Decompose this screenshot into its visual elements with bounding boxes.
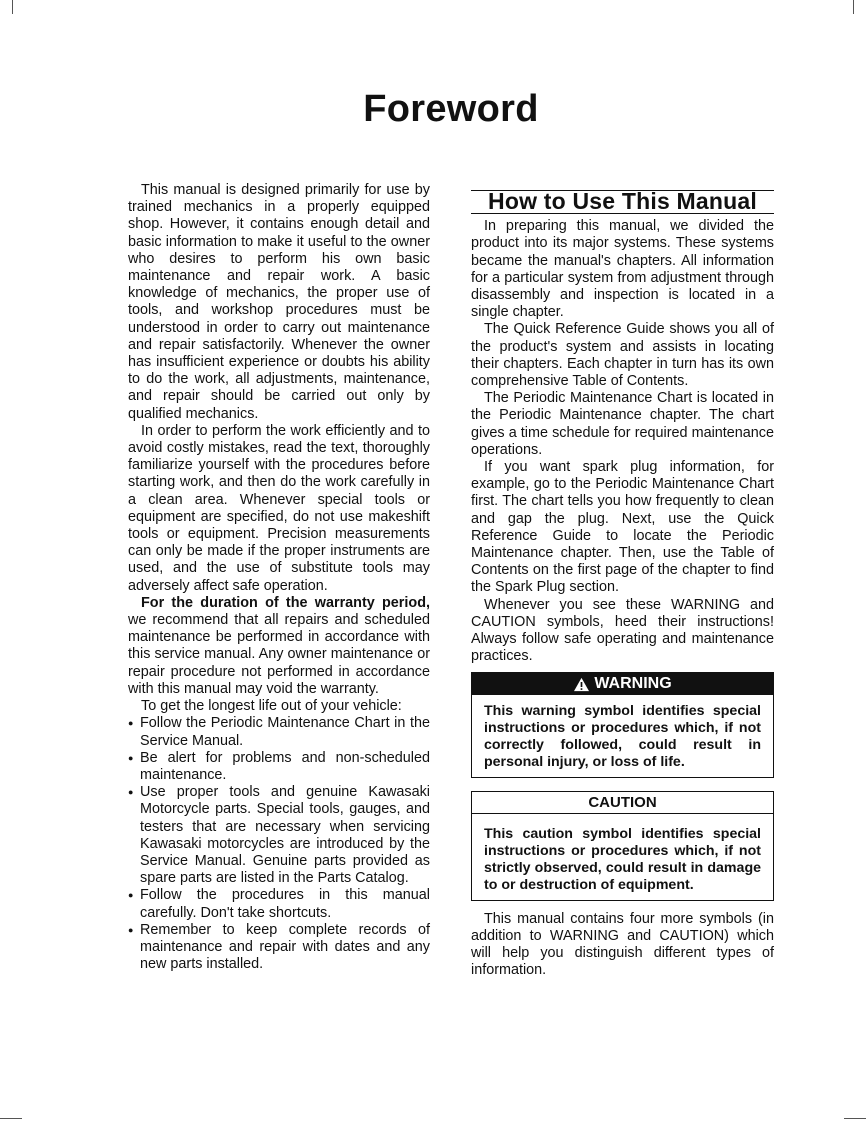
warning-triangle-icon [573, 677, 590, 692]
list-item: ● Follow the Periodic Maintenance Chart in the Service Manual. [128, 715, 430, 749]
section-heading: How to Use This Manual [471, 190, 774, 214]
warning-box [471, 672, 774, 777]
caution-text: This caution symbol identifies special instructions or procedures which, if not strictly observed, could result in damage to or destruction of equipment. [484, 825, 761, 894]
list-item: ● Remember to keep complete records of maintenance and repair with dates and any new parts installed. [128, 922, 430, 974]
warranty-lead: For the duration of the warranty period, [141, 594, 430, 611]
efficiency-paragraph: In order to perform the work efficiently and to avoid costly mistakes, read the text, thoroughly familiarize yourself with the procedures before starting work, and then do the work carefully in a clean area. Whenever special tools or equipment are specified, do not use makeshift tools or equipment. Precision measurements can only be made if the proper instruments are used, and the use of substitute tools may adversely affect safe operation. [128, 422, 430, 594]
crop-mark-bottom-right-horizontal [844, 1118, 866, 1119]
quick-reference-paragraph: The Quick Reference Guide shows you all of the product's system and assists in locating their chapters. Each chapter in turn has its own comprehensive Table of Contents. [471, 321, 774, 390]
warning-text: This warning symbol identifies special instructions or procedures which, if not correctly followed, could result in personal injury, or loss of life. [484, 702, 761, 771]
crop-mark-top-left-vertical [12, 0, 13, 14]
page-title: Foreword [363, 88, 539, 130]
list-item: ● Follow the procedures in this manual carefully. Don't take shortcuts. [128, 887, 430, 921]
intro-paragraph: This manual is designed primarily for use by trained mechanics in a properly equipped shop. However, it contains enough detail and basic information to make it useful to the owner who desires to perform his own basic maintenance and repair work. A basic knowledge of mechanics, the proper use of tools, and workshop procedures must be understood in order to carry out maintenance and repair satisfactorily. Whenever the owner has insufficient experience or doubts his ability to do the work, all adjustments, maintenance, and repair should be carried out only by qualified mechanics. [128, 182, 430, 422]
symbols-paragraph: Whenever you see these WARNING and CAUTION symbols, heed their instructions! Always follow safe operating and maintenance practices. [471, 596, 774, 665]
left-column [128, 182, 430, 973]
tips-list [128, 715, 430, 973]
caution-box [471, 791, 774, 901]
more-symbols-paragraph: This manual contains four more symbols (in addition to WARNING and CAUTION) which will help you distinguish different types of information. [471, 910, 774, 979]
warranty-rest: we recommend that all repairs and scheduled maintenance be performed in accordance with this service manual. Any owner maintenance or repair procedure not performed in accordance with this manual may void the warranty. [128, 612, 430, 697]
warning-header [472, 673, 773, 694]
maintenance-chart-paragraph: The Periodic Maintenance Chart is located in the Periodic Maintenance chapter. The chart gives a time schedule for required maintenance operations. [471, 390, 774, 458]
crop-mark-bottom-left-horizontal [0, 1118, 22, 1119]
longest-life-paragraph: To get the longest life out of your vehicle: [141, 698, 402, 715]
systems-paragraph: In preparing this manual, we divided the product into its major systems. These systems became the manual's chapters. All information for a particular system from adjustment through disassembly and inspection is located in a single chapter. [471, 218, 774, 321]
crop-mark-top-right-vertical [853, 0, 854, 14]
spark-plug-paragraph: If you want spark plug information, for example, go to the Periodic Maintenance Chart first. The chart tells you how frequently to clean and gap the plug. Next, use the Quick Reference Guide to locate the Periodic Maintenance chapter. Then, use the Table of Contents on the first page of the chapter to find the Spark Plug section. [471, 459, 774, 596]
right-column [471, 190, 774, 979]
warranty-paragraph [128, 595, 430, 698]
list-item: ● Be alert for problems and non-scheduled maintenance. [128, 750, 430, 784]
warning-label: WARNING [594, 675, 672, 693]
list-item: ● Use proper tools and genuine Kawasaki Motorcycle parts. Special tools, gauges, and testers that are necessary when servicing Kawasaki motorcycles are introduced by the Service Manual. Genuine parts provided as spare parts are listed in the Parts Catalog. [128, 784, 430, 887]
caution-header: CAUTION [472, 792, 773, 814]
